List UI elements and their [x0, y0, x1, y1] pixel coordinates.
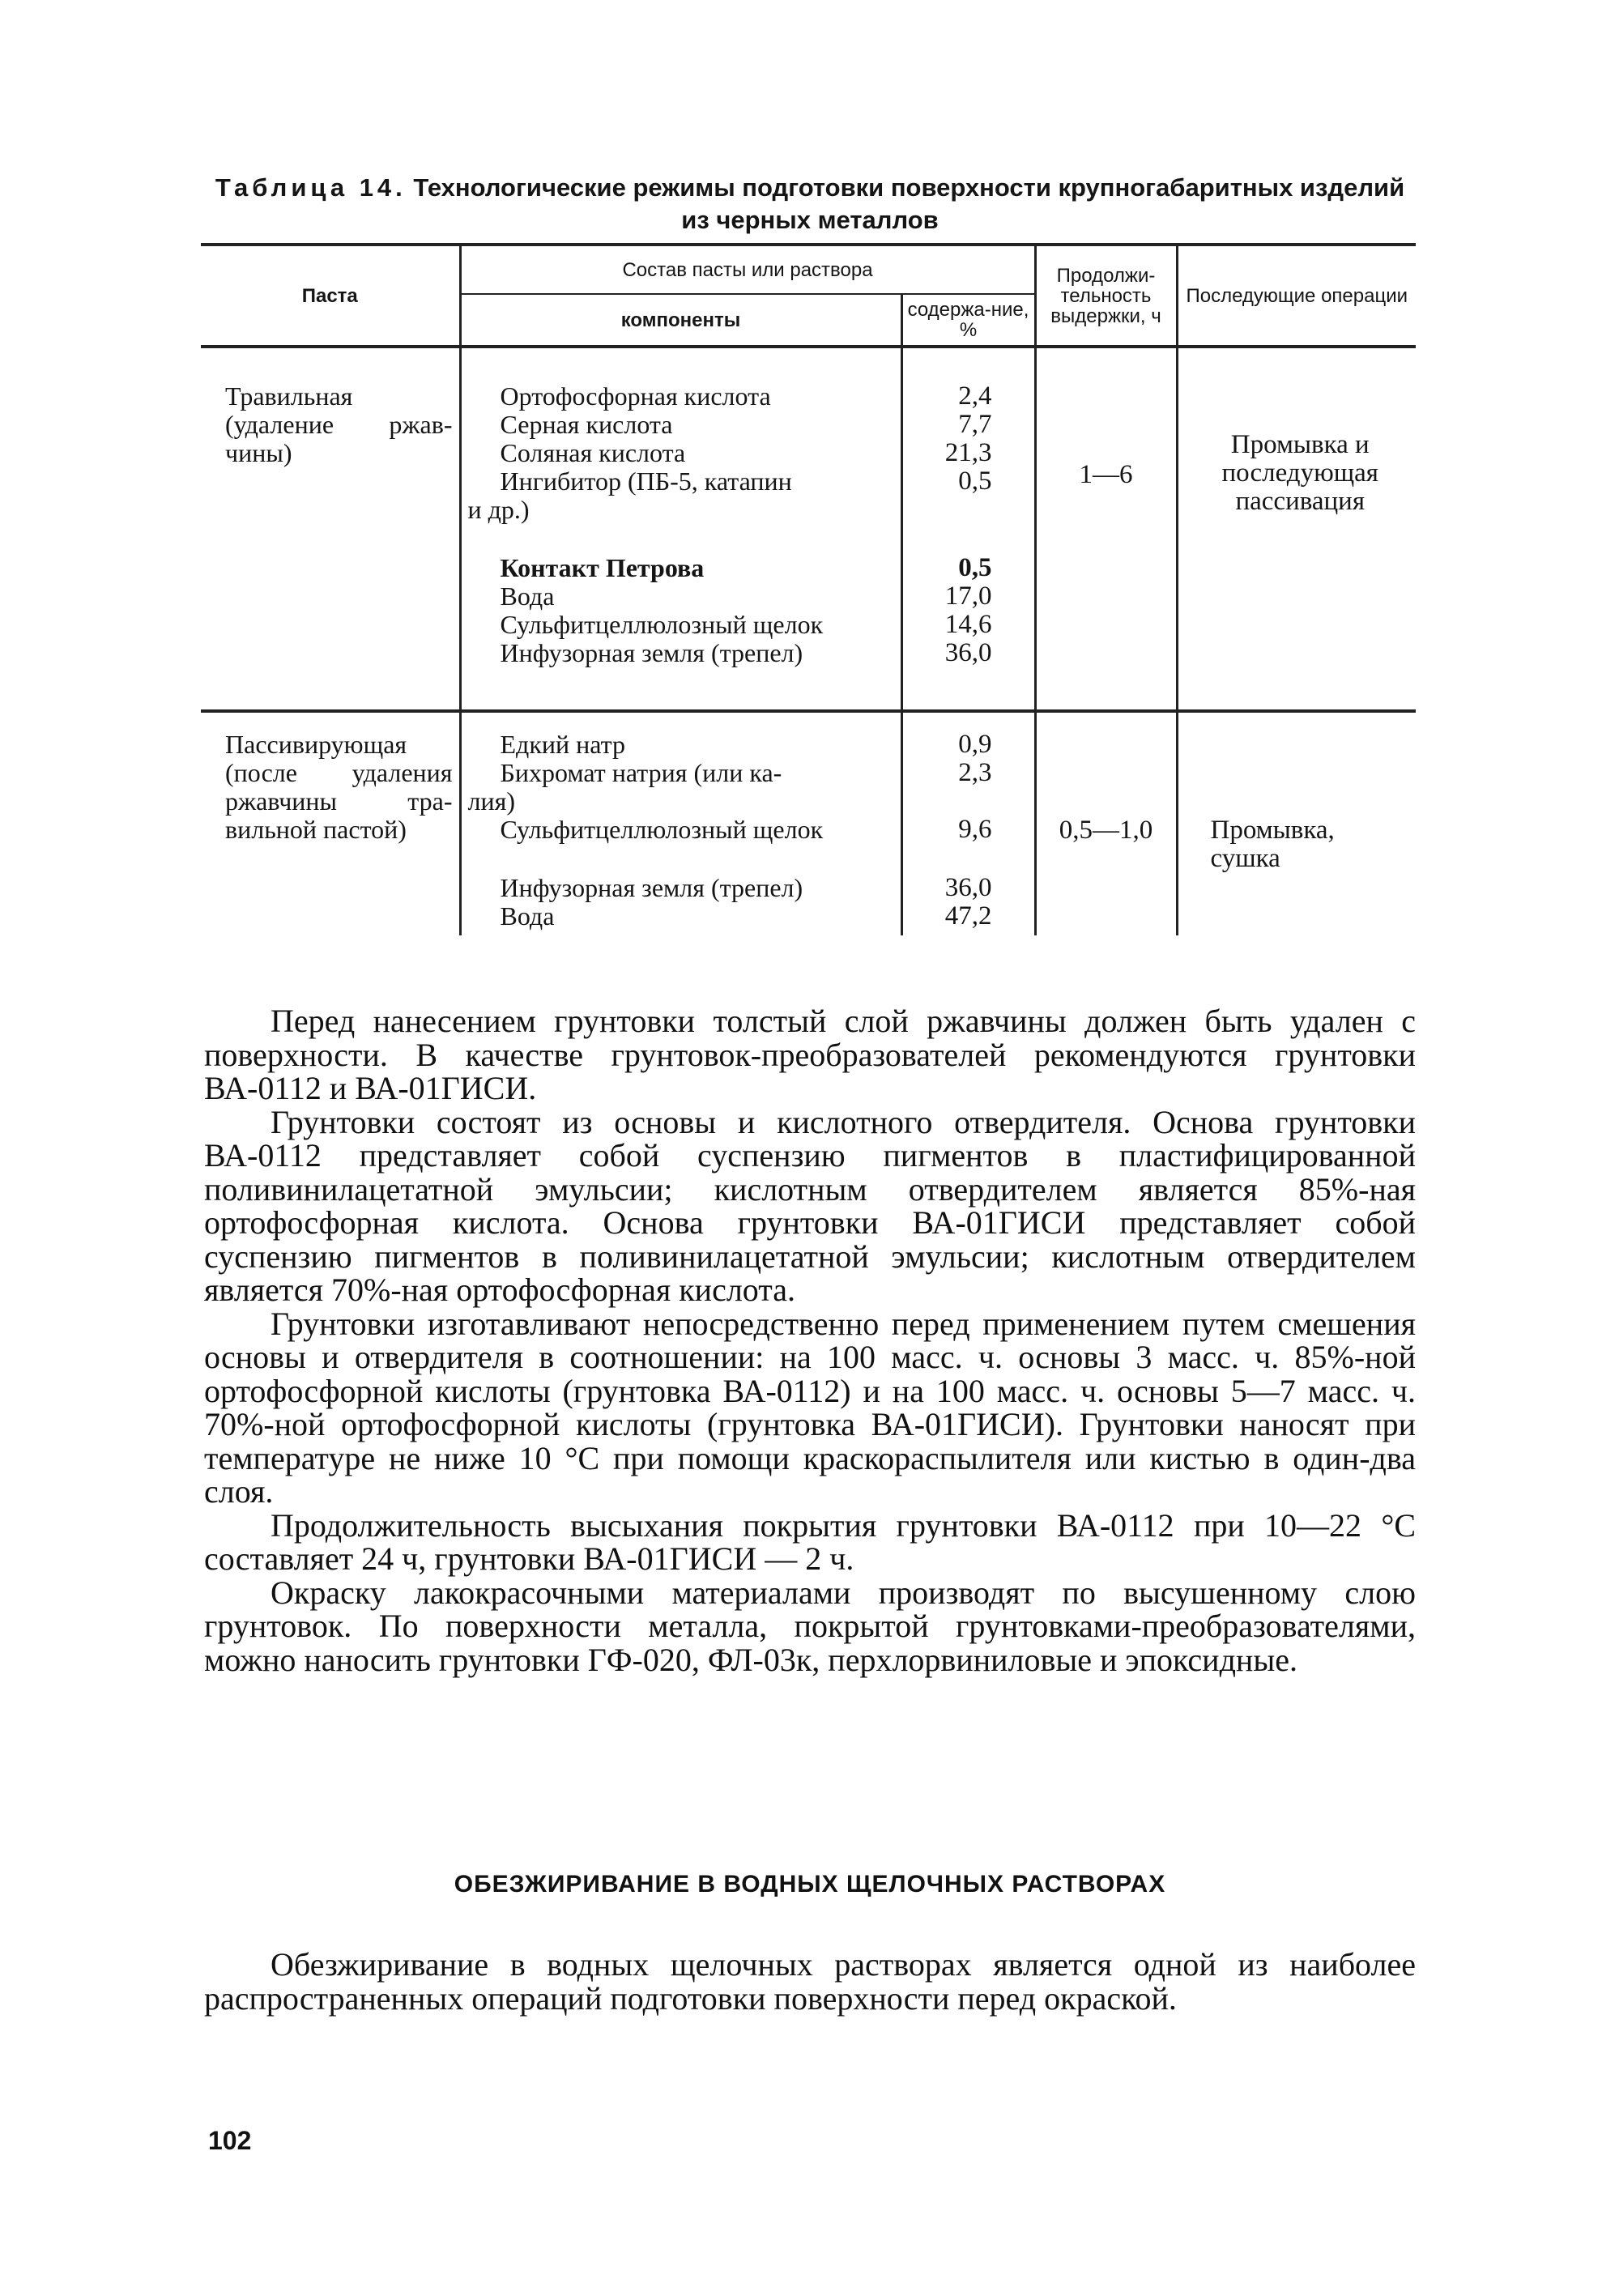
component-item: Инфузорная земля (трепел) [500, 638, 803, 667]
component-item: Вода [500, 901, 555, 931]
content-value: 17,0 [944, 581, 992, 611]
content-value: 0,5 [958, 466, 992, 496]
component-item: и др.) [467, 495, 530, 524]
header-content: содержа-ние, % [901, 294, 1035, 347]
content-values [901, 711, 1035, 935]
content-value: 2,3 [958, 758, 992, 787]
header-duration: Продолжи-тельность выдержки, ч [1035, 245, 1177, 347]
components-list [460, 347, 901, 711]
data-table [201, 243, 1416, 935]
next-operations: Промывка и последующая пассивация [1221, 430, 1378, 516]
component-item: Сульфитцеллюлозный щелок [500, 610, 824, 639]
component-item: Инфузорная земля (трепел) [500, 873, 803, 902]
duration-value: 1—6 [1035, 347, 1177, 711]
duration-value: 0,5—1,0 [1035, 711, 1177, 935]
paragraph: Грунтовки изготавливают непосредственно перед применением путем смешения основы и отвердителя в соотношении: на 100 масс. ч. основы 3 масс. ч. 85%-ной ортофосфорной кислоты (грунтовка ВА-0112) и на 100 масс. ч. основы 5—7 масс. ч. 70%-ной ортофосфорной кислоты (грунтовка ВА-01ГИСИ). Грунтовки наносят при температуре не ниже 10 °С при помощи краскораспылителя или кистью в один-два слоя. [204, 1305, 1416, 1510]
paragraph: Обезжиривание в водных щелочных растворах является одной из наиболее распространенных операций подготовки поверхности перед окраской. [204, 1946, 1416, 2017]
content-value: 9,6 [958, 815, 992, 844]
paragraph: Грунтовки состоят из основы и кислотного отвердителя. Основа грунтовки ВА-0112 представляет собой суспензию пигментов в пластифицированной поливинилацетатной эмульсии; кислотным отвердителем является 85%-ная ортофосфорная кислота. Основа грунтовки ВА-01ГИСИ представляет собой суспензию пигментов в поливинилацетатной эмульсии; кислотным отвердителем является 70%-ная ортофосфорная кислота. [204, 1103, 1416, 1308]
content-value: 2,4 [958, 381, 992, 411]
table-caption-text: Технологические режимы подготовки поверхности крупногабаритных изделий из черных металлов [413, 173, 1405, 234]
component-item: Ортофосфорная кислота [500, 381, 771, 411]
table-row [201, 347, 1416, 711]
header-components: компоненты [460, 294, 901, 347]
content-value: 47,2 [944, 901, 992, 931]
component-item: Ингибитор (ПБ-5, катапин [500, 466, 792, 496]
component-item: Соляная кислота [500, 438, 686, 467]
content-value: 21,3 [944, 438, 992, 467]
component-item: лия) [467, 786, 515, 816]
content-value: 0,9 [958, 730, 992, 759]
component-item: Бихромат натрия (или ка- [500, 758, 782, 787]
component-item: Сульфитцеллюлозный щелок [500, 815, 824, 844]
content-value: 36,0 [944, 873, 992, 902]
table-row [201, 711, 1416, 935]
section-heading: ОБЕЗЖИРИВАНИЕ В ВОДНЫХ ЩЕЛОЧНЫХ РАСТВОРАХ [454, 1871, 1166, 1898]
table-caption [202, 172, 1417, 236]
header-paste: Паста [201, 245, 460, 347]
content-value: 0,5 [958, 553, 992, 582]
paragraph: Перед нанесением грунтовки толстый слой ржавчины должен быть удален с поверхности. В качестве грунтовок-преобразователей рекомендуются грунтовки ВА-0112 и ВА-01ГИСИ. [204, 1003, 1416, 1106]
component-item: Серная кислота [500, 410, 673, 439]
paste-name: Травильная (удаление ржав-чины) [201, 347, 460, 711]
paste-name: Пассивирующая (после удаления ржавчины тра-вильной пастой) [201, 711, 460, 935]
content-value: 7,7 [958, 410, 992, 439]
content-value [910, 496, 992, 524]
component-item: Контакт Петрова [500, 553, 705, 582]
content-value: 36,0 [944, 638, 992, 667]
content-values [901, 347, 1035, 711]
component-item: Едкий натр [500, 730, 625, 759]
paragraph: Окраску лакокрасочными материалами производят по высушенному слою грунтовок. По поверхности металла, покрытой грунтовками-преобразователями, можно наносить грунтовки ГФ-020, ФЛ-03к, перхлорвиниловые и эпоксидные. [204, 1574, 1416, 1678]
header-composition: Состав пасты или раствора [460, 245, 1035, 294]
paragraph: Продолжительность высыхания покрытия грунтовки ВА-0112 при 10—22 °С составляет 24 ч, грунтовки ВА-01ГИСИ — 2 ч. [204, 1506, 1416, 1577]
next-operations: Промывка, сушка [1177, 711, 1416, 935]
table-caption-label: Таблица 14. [215, 173, 407, 202]
header-next-ops: Последующие операции [1177, 245, 1416, 347]
components-list [460, 711, 901, 935]
body-text [204, 1004, 1416, 1676]
component-item: Вода [500, 581, 555, 611]
section-text [204, 1948, 1416, 2015]
content-value: 14,6 [944, 610, 992, 639]
page-number: 102 [208, 2126, 252, 2155]
content-value [910, 787, 992, 816]
